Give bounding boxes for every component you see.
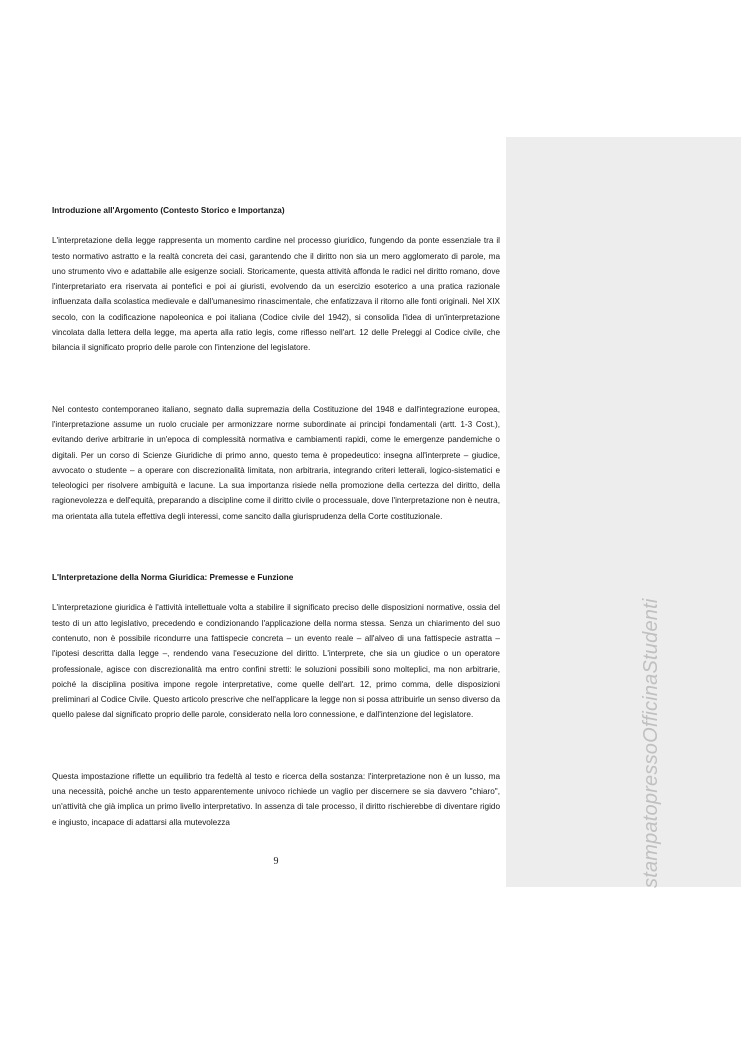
paragraph: L'interpretazione giuridica è l'attività intellettuale volta a stabilire il significato preciso delle disposizioni normative, ossia del testo di un atto legislativo, precedendo e condizionando l'applicazione della norma stessa. Senza un chiarimento del suo contenuto, non è possibile ricondurre una fattispecie concreta – un evento reale – all'alveo di una fattispecie astratta – l'ipotesi descritta dalla legge –, rendendo vana l'esecuzione del diritto. L'interprete, che sia un giudice o un operatore professionale, agisce con discrezionalità ma entro confini stretti: le soluzioni possibili sono molteplici, ma non arbitrarie, poiché la disciplina positiva impone regole interpretative, come quelle dell'art. 12, primo comma, delle disposizioni preliminari al Codice Civile. Questo articolo prescrive che nell'applicare la legge non si possa attribuirle un senso diverso da quello palese dal significato proprio delle parole, considerato nella loro connessione, e dall'intenzione del legislatore. (52, 603, 500, 720)
paragraph: L'interpretazione della legge rappresenta un momento cardine nel processo giuridico, fungendo da ponte essenziale tra il testo normativo astratto e la realtà concreta dei casi, garantendo che il diritto non sia un mero agglomerato di parole, ma uno strumento vivo e adattabile alle esigenze sociali. Storicamente, questa attività affonda le radici nel diritto romano, dove l'interpretariato era riservata ai pontefici e poi ai giuristi, evolvendo da un esercizio esoterico a una pratica razionale influenzata dalla scolastica medievale e dall'umanesimo rinascimentale, che enfatizzava il ritorno alle fonti originali. Nel XIX secolo, con la codificazione napoleonica e poi italiana (Codice civile del 1942), si consolida l'idea di un'interpretazione vincolata dalla lettera della legge, ma aperta alla ratio legis, come riflesso nell'art. 12 delle Preleggi al Codice civile, che bilancia il significato proprio delle parole con l'intenzione del legislatore. (52, 236, 500, 353)
section-heading-introduction: Introduzione all'Argomento (Contesto Storico e Importanza) (52, 206, 285, 215)
paragraph: Nel contesto contemporaneo italiano, segnato dalla supremazia della Costituzione del 1948 e dall'integrazione europea, l'interpretazione assume un ruolo cruciale per armonizzare norme subordinate ai principi fondamentali (artt. 1-3 Cost.), evitando derive arbitrarie in un'epoca di complessità normativa e cambiamenti rapidi, come le emergenze pandemiche o digitali. Per un corso di Scienze Giuridiche di primo anno, questo tema è propedeutico: insegna all'interprete – giudice, avvocato o studente – a operare con discrezionalità limitata, non arbitraria, integrando criteri letterali, logico-sistematici e teleologici per risolvere ambiguità e lacune. La sua importanza risiede nella promozione della certezza del diritto, della ragionevolezza e dell'equità, preparando a discipline come il diritto civile o processuale, dove l'interpretazione non è neutra, ma orientata alla tutela effettiva degli interessi, come sancito dalla giurisprudenza della Corte costituzionale. (52, 404, 500, 521)
page-number: 9 (273, 856, 279, 867)
section-heading-interpretation: L'Interpretazione della Norma Giuridica: Premesse e Funzione (52, 573, 294, 583)
paragraph: Questa impostazione riflette un equilibrio tra fedeltà al testo e ricerca della sostanza: l'interpretazione non è un lusso, ma una necessità, poiché anche un testo apparentemente univoco richiede un vaglio per discernere se sia davvero "chiaro", un'attività che già implica un primo livello interpretativo. In assenza di tale processo, il diritto rischierebbe di diventare rigido e ingiusto, incapace di adattarsi alla mutevolezza (52, 771, 500, 827)
margin-side-panel (506, 137, 741, 887)
text-column (52, 203, 500, 830)
watermark-text: stampatopressoOfficinaStudenti (640, 598, 662, 888)
